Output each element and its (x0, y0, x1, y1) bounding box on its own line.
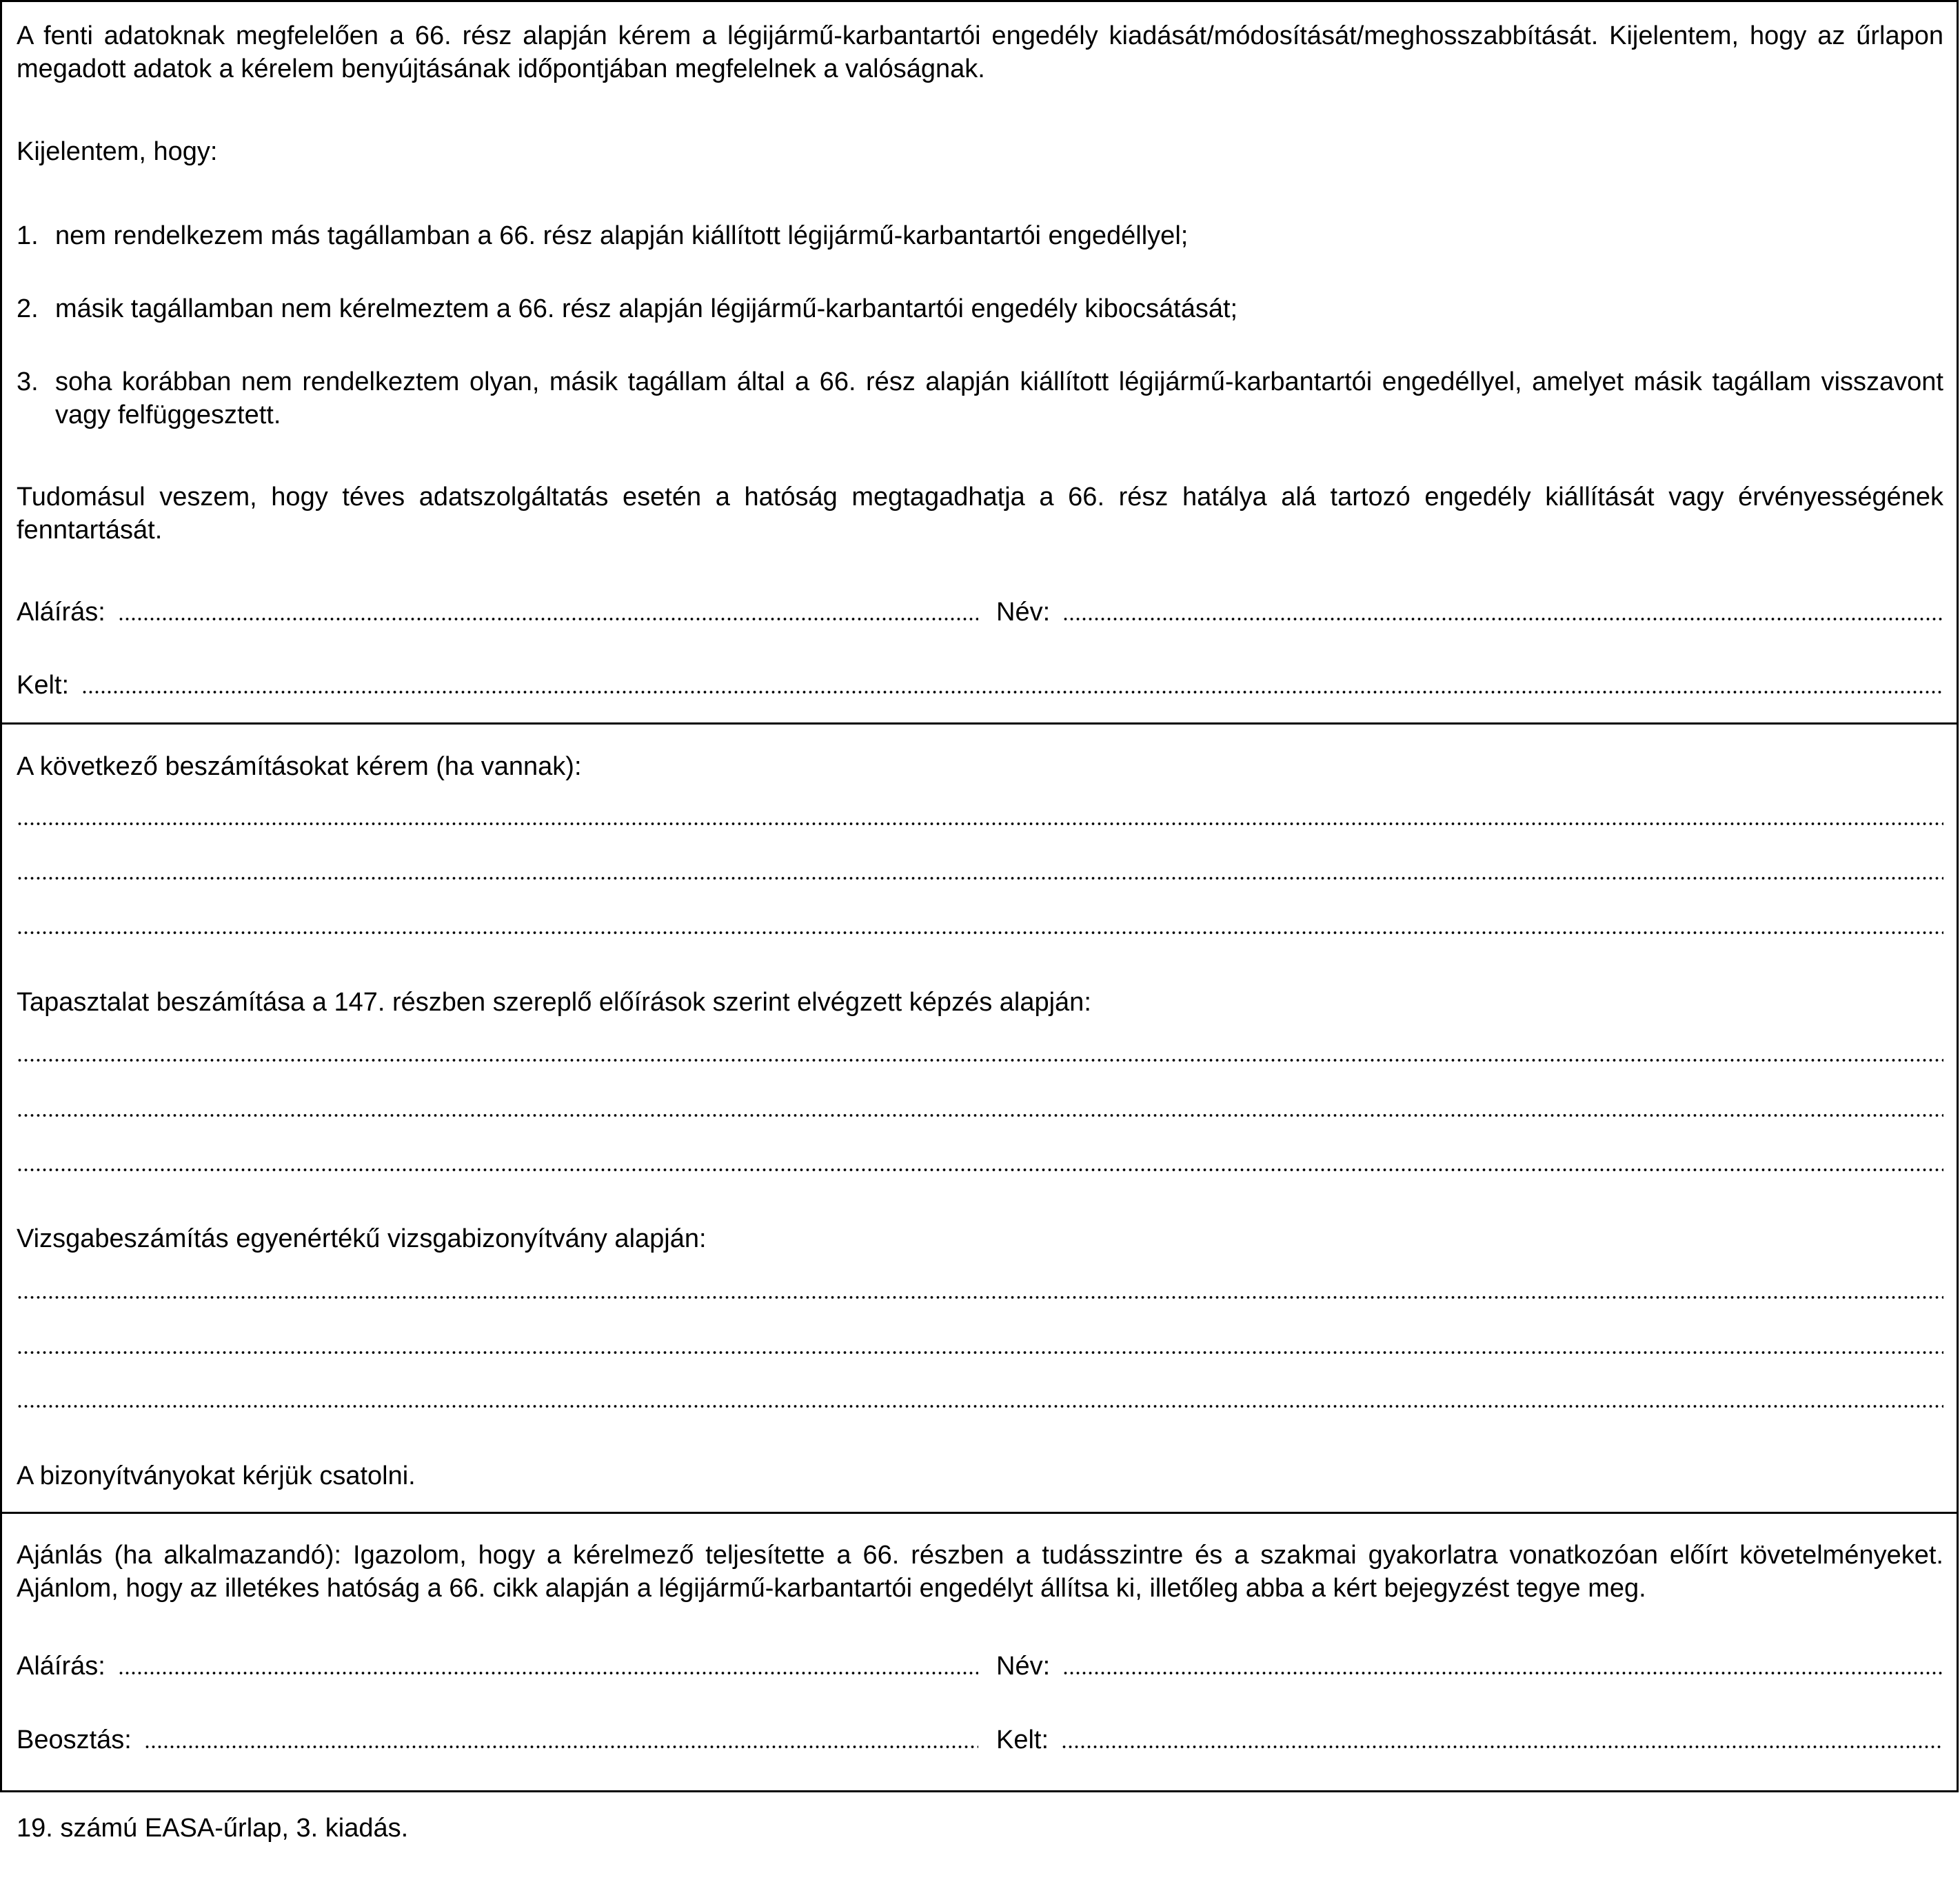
item-text: nem rendelkezem más tagállamban a 66. rész alapján kiállított légijármű-karbantartói engedéllyel; (55, 221, 1189, 250)
intro-paragraph: A fenti adatoknak megfelelően a 66. rész alapján kérem a légijármű-karbantartói engedély kiadását/módosítását/meghosszabbítását. Kijelentem, hogy az űrlapon megadott adatok a kérelem benyújtásának időpontjában megfelelnek a valóságnak. (17, 21, 1943, 83)
form-footer: 19. számú EASA-űrlap, 3. kiadás. (17, 1814, 409, 1843)
name-dotted-line[interactable] (1062, 616, 1943, 622)
acknowledge-paragraph: Tudomásul veszem, hogy téves adatszolgáltatás esetén a hatóság megtagadhatja a 66. rész hatálya alá tartozó engedély kiállítását vagy érvényességének fenntartását. (17, 483, 1943, 545)
signature-label: Aláírás: (17, 1652, 105, 1681)
position-dotted-line[interactable] (144, 1744, 978, 1750)
declaration-item-2 (17, 292, 1943, 325)
recommendation-paragraph: Ajánlás (ha alkalmazandó): Igazolom, hogy a kérelmező teljesítette a 66. részben a tudásszintre és a szakmai gyakorlatra vonatkozóan előírt követelményeket. Ajánlom, hogy az illetékes hatóság a 66. cikk alapján a légijármű-karbantartói engedélyt állítsa ki, illetőleg abba a kért bejegyzést tegye meg. (17, 1541, 1943, 1603)
credits-line-3[interactable] (17, 930, 1943, 935)
position-field[interactable] (17, 1723, 978, 1757)
signature-label: Aláírás: (17, 598, 105, 627)
recommender-name-field[interactable] (996, 1650, 1943, 1683)
recommender-signature-field[interactable] (17, 1650, 978, 1683)
position-label: Beosztás: (17, 1725, 132, 1754)
signature-field[interactable] (17, 596, 978, 629)
name-dotted-line[interactable] (1062, 1670, 1943, 1676)
name-field[interactable] (996, 596, 1943, 629)
date-dotted-line[interactable] (1061, 1744, 1943, 1750)
item-number: 2. (17, 294, 39, 323)
exam-line-2[interactable] (17, 1350, 1943, 1355)
signature-dotted-line[interactable] (118, 1670, 978, 1676)
declare-heading: Kijelentem, hogy: (17, 137, 218, 166)
credits-line-1[interactable] (17, 821, 1943, 827)
signature-dotted-line[interactable] (118, 616, 978, 622)
item-number: 3. (17, 367, 39, 396)
recommender-date-field[interactable] (996, 1723, 1943, 1757)
experience-line-2[interactable] (17, 1113, 1943, 1118)
date-label: Kelt: (996, 1725, 1049, 1754)
item-text: másik tagállamban nem kérelmeztem a 66. rész alapján légijármű-karbantartói engedély kibocsátását; (55, 294, 1238, 323)
exam-heading: Vizsgabeszámítás egyenértékű vizsgabizonyítvány alapján: (17, 1224, 707, 1253)
item-text: soha korábban nem rendelkeztem olyan, másik tagállam által a 66. rész alapján kiállított légijármű-karbantartói engedéllyel, amelyet másik tagállam visszavont vagy felfüggesztett. (55, 367, 1943, 429)
section-divider (0, 722, 1959, 725)
experience-heading: Tapasztalat beszámítása a 147. részben szereplő előírások szerint elvégzett képzés alapján: (17, 988, 1091, 1017)
attach-note: A bizonyítványokat kérjük csatolni. (17, 1461, 416, 1490)
date-field[interactable] (17, 669, 1943, 702)
credits-heading: A következő beszámításokat kérem (ha vannak): (17, 752, 582, 781)
experience-line-3[interactable] (17, 1167, 1943, 1173)
item-number: 1. (17, 221, 39, 250)
declaration-item-1 (17, 219, 1943, 252)
section-divider (0, 1512, 1959, 1514)
credits-line-2[interactable] (17, 875, 1943, 881)
declaration-item-3 (17, 365, 1943, 432)
exam-line-1[interactable] (17, 1295, 1943, 1300)
date-label: Kelt: (17, 671, 70, 700)
name-label: Név: (996, 1652, 1051, 1681)
name-label: Név: (996, 598, 1051, 627)
experience-line-1[interactable] (17, 1057, 1943, 1063)
date-dotted-line[interactable] (81, 689, 1943, 695)
exam-line-3[interactable] (17, 1404, 1943, 1409)
